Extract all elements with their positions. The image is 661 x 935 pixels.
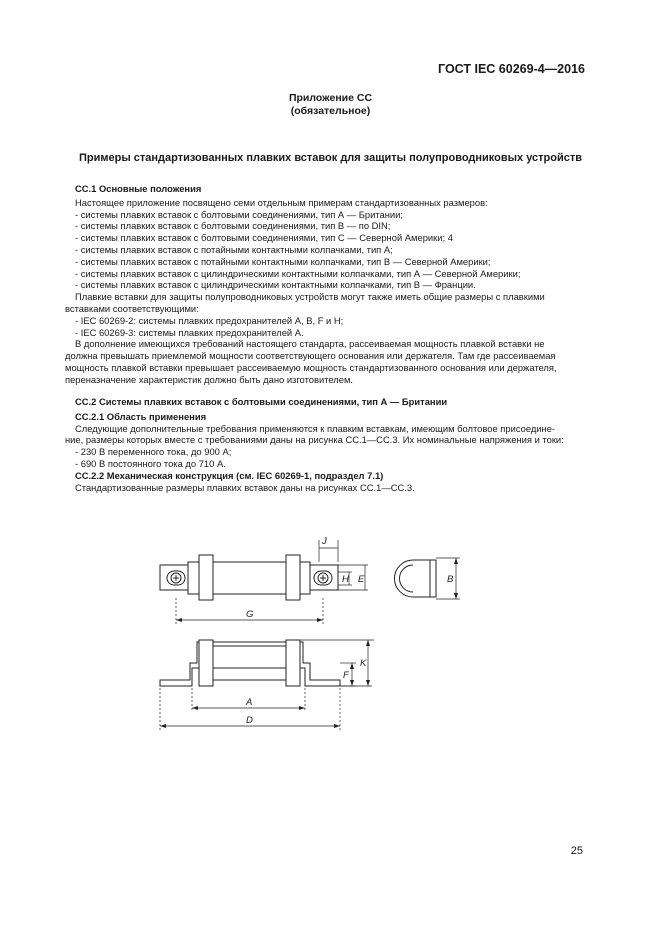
list-item: - системы плавких вставок с болтовыми соединениями, тип С — Северной Америки; 4 — [75, 232, 453, 244]
paragraph-line: Следующие дополнительные требования применяются к плавким вставкам, имеющим болтовое присоедине- — [75, 422, 556, 434]
dim-label-e: E — [358, 574, 365, 585]
section-cc2 — [65, 396, 587, 493]
dim-label-g: G — [246, 609, 254, 620]
dim-label-f: F — [343, 670, 349, 681]
paragraph-line: Плавкие вставки для защиты полупроводниковых устройств могут также иметь общие размеры с плавкими — [75, 291, 545, 303]
paragraph-line: должна превышать приемлемой мощности соответствующего основания или держателя. Там где рассеиваемая — [65, 350, 556, 362]
paragraph-line: вставками соответствующими: — [65, 302, 199, 314]
paragraph: Настоящее приложение посвящено семи отдельным примерам стандартизованных размеров: — [75, 196, 488, 208]
fuse-side-view — [160, 642, 340, 686]
list-item: - системы плавких вставок с потайными контактными колпачками, тип А; — [75, 243, 393, 255]
subsection-heading: СС.2.1 Область применения — [75, 410, 207, 422]
section-cc1 — [65, 183, 587, 386]
fuse-dimension-drawing — [0, 520, 661, 740]
list-item: - системы плавких вставок с болтовыми соединениями, тип В — по DIN; — [75, 220, 391, 232]
annex-title: Приложение СС — [288, 92, 373, 104]
list-item: - IEC 60269-2: системы плавких предохранителей А, В, F и Н; — [75, 314, 344, 326]
left-cap — [199, 555, 213, 600]
main-title: Примеры стандартизованных плавких вставок для защиты полупроводниковых устройств — [78, 152, 583, 164]
document-code: ГОСТ IEC 60269-4—2016 — [438, 62, 585, 76]
subsection-heading: СС.2.2 Механическая конструкция (см. IEC 60269-1, подраздел 7.1) — [75, 469, 384, 481]
dim-label-a: A — [246, 697, 253, 708]
paragraph-line: В дополнение имеющихся требований настоящего стандарта, рассеиваемая мощность плавкой вставки не — [75, 338, 545, 350]
section-heading: СС.1 Основные положения — [75, 183, 202, 194]
list-item: - 230 В переменного тока, до 900 А; — [75, 446, 232, 458]
dim-label-j: J — [322, 536, 327, 547]
list-item: - 690 В постоянного тока до 710 А. — [75, 457, 226, 469]
paragraph: Стандартизованные размеры плавких вставок даны на рисунках СС.1—СС.3. — [75, 481, 415, 493]
dim-label-d: D — [246, 715, 253, 726]
dim-label-b: B — [447, 574, 454, 585]
list-item: - IEC 60269-3: системы плавких предохранителей А. — [75, 326, 304, 338]
page-number: 25 — [570, 845, 583, 857]
paragraph-line: переназначение характеристик должно быть дано изготовителем. — [65, 373, 354, 385]
paragraph-line: ние, размеры которых вместе с требованиями даны на рисунка СС.1—СС.3. Их номинальные напряжения и токи: — [65, 434, 564, 446]
annex-status: (обязательное) — [290, 105, 371, 117]
right-cap — [286, 555, 300, 600]
list-item: - системы плавких вставок с цилиндрическими контактными колпачками, тип А — Северной Америки; — [75, 267, 521, 279]
list-item: - системы плавких вставок с цилиндрическими контактными колпачками, тип В — Франции. — [75, 279, 476, 291]
paragraph-line: мощность плавкой вставки превышает рассеиваемую мощность стандартизованного основания или держателя, — [65, 361, 557, 373]
section-heading: СС.2 Системы плавких вставок с болтовыми соединениями, тип А — Британии — [75, 396, 448, 407]
list-item: - системы плавких вставок с болтовыми соединениями, тип А — Британии; — [75, 208, 404, 220]
list-item: - системы плавких вставок с потайными контактными колпачками, тип В — Северной Америки; — [75, 255, 491, 267]
dim-label-k: K — [360, 658, 367, 669]
dim-label-h: H — [342, 574, 349, 585]
